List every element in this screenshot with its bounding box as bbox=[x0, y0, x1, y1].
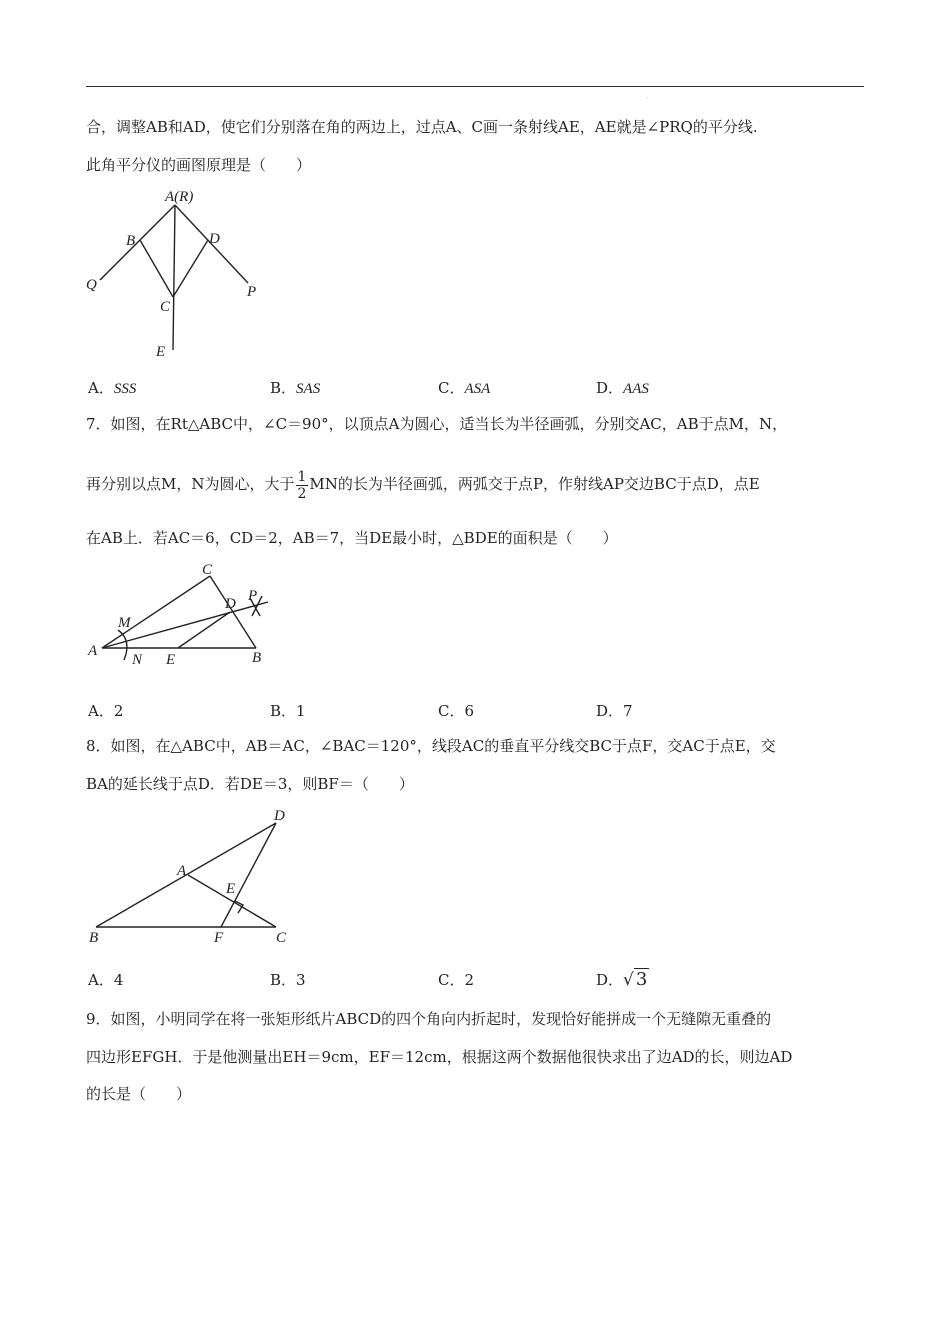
q7-label-d: D bbox=[225, 596, 236, 612]
q7-figure bbox=[80, 560, 280, 670]
q6-option-a[interactable]: A．SSS bbox=[88, 379, 137, 397]
q8-option-b[interactable]: B．3 bbox=[270, 971, 306, 989]
q7-label-a: A bbox=[88, 643, 98, 659]
q8-label-b: B bbox=[89, 930, 99, 946]
q7-line3: 在AB上．若AC＝6，CD＝2，AB＝7，当DE最小时，△BDE的面积是（ ） bbox=[86, 529, 618, 547]
q8-option-c[interactable]: C．2 bbox=[438, 971, 475, 989]
q6-option-d[interactable]: D．AAS bbox=[596, 379, 649, 397]
header-rule bbox=[86, 86, 864, 87]
q6-label-e: E bbox=[156, 344, 166, 360]
q7-seg-DE bbox=[178, 612, 230, 648]
q7-label-e: E bbox=[166, 652, 176, 668]
q7-label-b: B bbox=[252, 650, 262, 666]
q7-arc-MN bbox=[118, 630, 127, 660]
q7-line2: 再分别以点M，N为圆心，大于 $\frac{1}{2}$ MN的长为半径画弧，两弧交于点P，作射线AP交边BC于点D，点E bbox=[86, 468, 760, 502]
q6-option-c[interactable]: C．ASA bbox=[438, 379, 491, 397]
q6-seg-AE bbox=[173, 205, 175, 350]
q6-line2: 此角平分仪的画图原理是（ ） bbox=[86, 156, 312, 174]
header-dot: · bbox=[646, 95, 648, 102]
q7-fraction: $\frac{1}{2}$ bbox=[297, 468, 307, 502]
q7-option-a[interactable]: A．2 bbox=[88, 702, 124, 720]
q6-seg-BC bbox=[140, 240, 173, 297]
q8-option-d[interactable]: D．√ 3 bbox=[596, 969, 648, 990]
q7-option-c[interactable]: C．6 bbox=[438, 702, 475, 720]
q9-line2: 四边形EFGH．于是他测量出EH＝9cm，EF＝12cm，根据这两个数据他很快求出了边AD的长，则边AD bbox=[86, 1048, 793, 1066]
q8-label-a: A bbox=[177, 863, 187, 879]
q6-label-d: D bbox=[209, 231, 220, 247]
q7-label-p: P bbox=[248, 588, 258, 604]
q6-line1: 合，调整AB和AD，使它们分别落在角的两边上，过点A、C画一条射线AE，AE就是∠PRQ的平分线. bbox=[86, 118, 758, 136]
q6-option-b[interactable]: B．SAS bbox=[270, 379, 321, 397]
q8-line1: 8．如图，在△ABC中，AB＝AC，∠BAC＝120°，线段AC的垂直平分线交BC于点F，交AC于点E，交 bbox=[86, 737, 776, 755]
q8-label-c: C bbox=[276, 930, 287, 946]
q6-seg-AQ bbox=[100, 205, 175, 280]
q8-option-a[interactable]: A．4 bbox=[88, 971, 124, 989]
q9-line1: 9．如图，小明同学在将一张矩形纸片ABCD的四个角向内折起时，发现恰好能拼成一个无缝隙无重叠的 bbox=[86, 1010, 772, 1028]
q8-line2: BA的延长线于点D．若DE＝3，则BF＝（ ） bbox=[86, 775, 414, 793]
q6-label-c: C bbox=[160, 299, 171, 315]
sqrt-symbol: √ 3 bbox=[623, 969, 648, 990]
q6-seg-DC bbox=[173, 240, 208, 297]
q7-label-c: C bbox=[202, 562, 213, 578]
q7-option-d[interactable]: D．7 bbox=[596, 702, 633, 720]
q6-label-a: A(R) bbox=[165, 189, 194, 205]
q8-label-e: E bbox=[226, 881, 236, 897]
q6-label-p: P bbox=[247, 284, 257, 300]
q8-label-d: D bbox=[274, 808, 285, 824]
q6-label-q: Q bbox=[86, 277, 97, 293]
q6-label-b: B bbox=[126, 233, 136, 249]
q7-label-m: M bbox=[118, 615, 131, 631]
q7-line1: 7．如图，在Rt△ABC中，∠C＝90°，以顶点A为圆心，适当长为半径画弧，分别交AC，AB于点M，N， bbox=[86, 415, 788, 433]
q6-figure bbox=[80, 185, 280, 365]
q8-figure bbox=[80, 805, 310, 950]
q9-line3: 的长是（ ） bbox=[86, 1085, 192, 1103]
q8-label-f: F bbox=[214, 930, 224, 946]
q7-option-b[interactable]: B．1 bbox=[270, 702, 306, 720]
q7-label-n: N bbox=[132, 652, 143, 668]
